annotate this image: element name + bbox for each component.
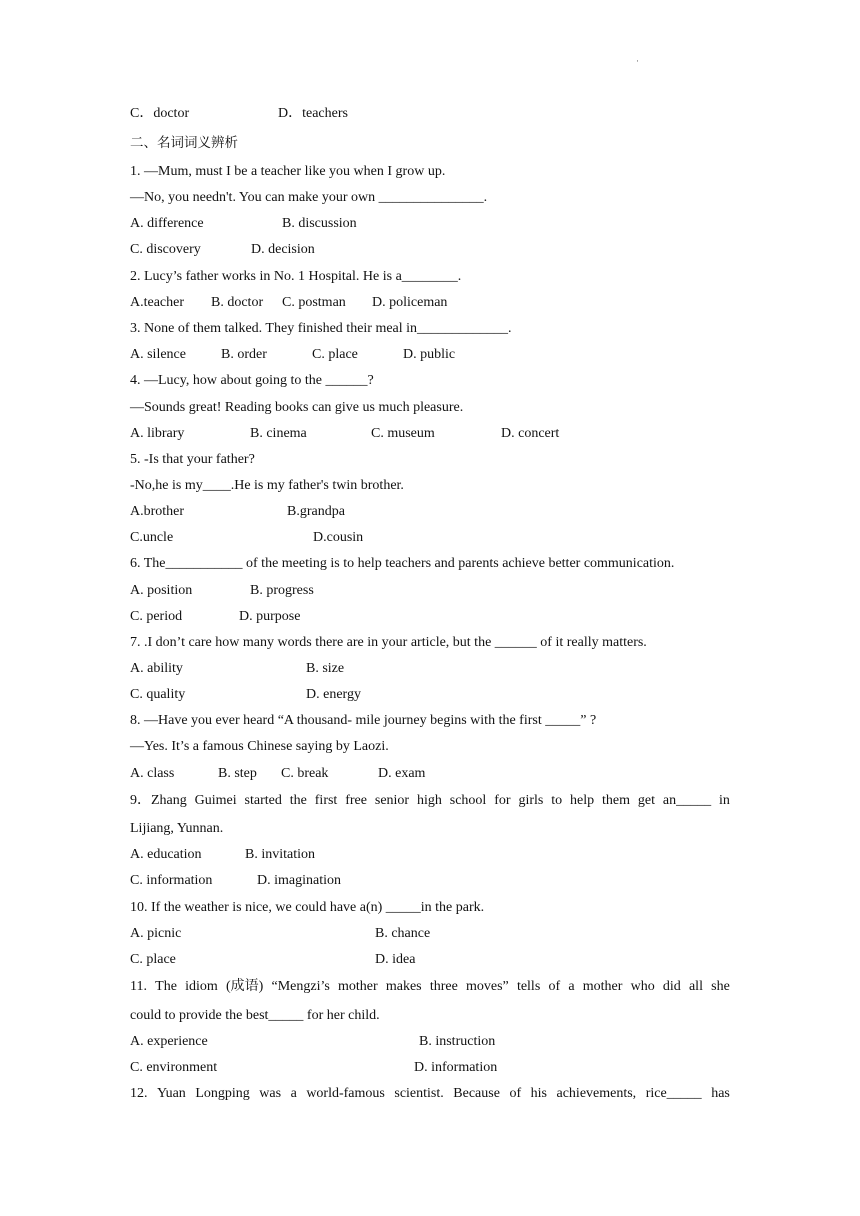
q5-line2: -No,he is my____.He is my father's twin brother.: [130, 478, 404, 493]
word: free: [345, 793, 367, 808]
option-b: B. invitation: [245, 847, 315, 862]
word: get: [637, 793, 655, 808]
word: 9．Zhang: [130, 793, 187, 808]
word: first: [314, 793, 338, 808]
option-d: D. exam: [378, 766, 426, 781]
option-a: A. library: [130, 426, 185, 441]
q3-stem: 3. None of them talked. They finished their meal in_____________.: [130, 321, 512, 336]
word: Yuan: [157, 1086, 186, 1101]
q10-stem: 10. If the weather is nice, we could have a(n) _____in the park.: [130, 900, 485, 915]
q6-stem: 6. The___________ of the meeting is to help teachers and parents achieve better communication.: [130, 556, 675, 571]
q9-line2: Lijiang, Yunnan.: [130, 821, 224, 836]
word: senior: [374, 793, 410, 808]
q4-stem: 4. —Lucy, how about going to the ______?: [130, 373, 374, 388]
option-d: D. public: [403, 347, 456, 362]
option-b: B. discussion: [282, 216, 357, 231]
q2-stem: 2. Lucy’s father works in No. 1 Hospital. He is a________.: [130, 269, 462, 284]
word: school: [449, 793, 487, 808]
word: was: [259, 1086, 282, 1101]
option-a: A. difference: [130, 216, 204, 231]
option-b: B. cinema: [250, 426, 307, 441]
word: Longping: [195, 1086, 250, 1101]
q11-line2: could to provide the best_____ for her child.: [130, 1008, 380, 1023]
header-mark: ·: [636, 56, 639, 66]
option-c: C．doctor: [130, 106, 190, 121]
word: rice_____: [645, 1086, 702, 1101]
word: 11.: [130, 979, 147, 994]
word: mother: [338, 979, 378, 994]
word: Guimei: [194, 793, 237, 808]
option-c: C. period: [130, 609, 183, 624]
word: help: [570, 793, 595, 808]
option-b: B.grandpa: [287, 504, 345, 519]
option-d: D. policeman: [372, 295, 448, 310]
option-d: D.cousin: [313, 530, 364, 545]
option-b: B. step: [218, 766, 257, 781]
option-c: C. postman: [282, 295, 346, 310]
word: a: [290, 1086, 297, 1101]
word: of: [509, 1086, 522, 1101]
option-a: A. class: [130, 766, 175, 781]
q9-stem: [130, 792, 730, 810]
option-c: C. environment: [130, 1060, 218, 1075]
word: all: [688, 979, 703, 994]
option-a: A.teacher: [130, 295, 185, 310]
word: high: [416, 793, 442, 808]
option-b: B. doctor: [211, 295, 264, 310]
option-a: A. silence: [130, 347, 186, 362]
option-a: A. experience: [130, 1034, 208, 1049]
q4-line2: —Sounds great! Reading books can give us much pleasure.: [130, 400, 464, 415]
word: an_____: [662, 793, 712, 808]
option-d: D. imagination: [257, 873, 341, 888]
option-c: C. break: [281, 766, 329, 781]
word: girls: [518, 793, 544, 808]
word: started: [244, 793, 282, 808]
word: world-famous: [306, 1086, 385, 1101]
word: The: [155, 979, 177, 994]
word: his: [530, 1086, 547, 1101]
word: them: [602, 793, 630, 808]
word: a: [568, 979, 575, 994]
word: did: [662, 979, 681, 994]
section-title: 二、名词词义辨析: [130, 135, 238, 151]
option-a: A. picnic: [130, 926, 182, 941]
q8-line2: —Yes. It’s a famous Chinese saying by Laozi.: [130, 739, 389, 754]
option-c: C. place: [312, 347, 358, 362]
option-d: D. idea: [375, 952, 416, 967]
q1-stem: 1. —Mum, must I be a teacher like you when I grow up.: [130, 164, 446, 179]
word: 12.: [130, 1086, 148, 1101]
q1-line2: —No, you needn't. You can make your own _______________.: [130, 190, 488, 205]
option-a: A. position: [130, 583, 193, 598]
option-b: B. progress: [250, 583, 314, 598]
option-b: B. order: [221, 347, 267, 362]
word: Because: [453, 1086, 500, 1101]
option-a: A. education: [130, 847, 202, 862]
word: to: [551, 793, 563, 808]
option-d: D. decision: [251, 242, 315, 257]
word: three: [429, 979, 458, 994]
word: of: [548, 979, 561, 994]
option-b: B. size: [306, 661, 345, 676]
option-c: C. information: [130, 873, 213, 888]
option-a: A.brother: [130, 504, 185, 519]
option-d: D. purpose: [239, 609, 301, 624]
option-c: C. quality: [130, 687, 186, 702]
option-a: A. ability: [130, 661, 183, 676]
q11-stem: [130, 978, 730, 996]
q7-stem: 7. .I don’t care how many words there are in your article, but the ______ of it really matters.: [130, 635, 647, 650]
option-d: D. information: [414, 1060, 498, 1075]
word: has: [711, 1086, 730, 1101]
word: (成语): [225, 979, 264, 994]
word: the: [289, 793, 307, 808]
option-c: C. discovery: [130, 242, 201, 257]
word: who: [630, 979, 655, 994]
word: tells: [516, 979, 541, 994]
word: scientist.: [394, 1086, 444, 1101]
q5-stem: 5. -Is that your father?: [130, 452, 255, 467]
word: “Mengzi’s: [271, 979, 330, 994]
option-d: D. concert: [501, 426, 560, 441]
word: achievements,: [556, 1086, 637, 1101]
option-c: C. museum: [371, 426, 435, 441]
option-b: B. chance: [375, 926, 431, 941]
word: idiom: [185, 979, 218, 994]
q8-stem: 8. —Have you ever heard “A thousand- mile journey begins with the first _____” ?: [130, 713, 597, 728]
word: moves”: [465, 979, 509, 994]
word: for: [494, 793, 511, 808]
option-d: D．teachers: [278, 106, 348, 121]
word: makes: [385, 979, 422, 994]
word: mother: [582, 979, 623, 994]
word: she: [711, 979, 730, 994]
word: in: [719, 793, 730, 808]
option-c: C. place: [130, 952, 176, 967]
option-d: D. energy: [306, 687, 361, 702]
option-c: C.uncle: [130, 530, 174, 545]
q12-stem: [130, 1085, 730, 1103]
option-b: B. instruction: [419, 1034, 496, 1049]
